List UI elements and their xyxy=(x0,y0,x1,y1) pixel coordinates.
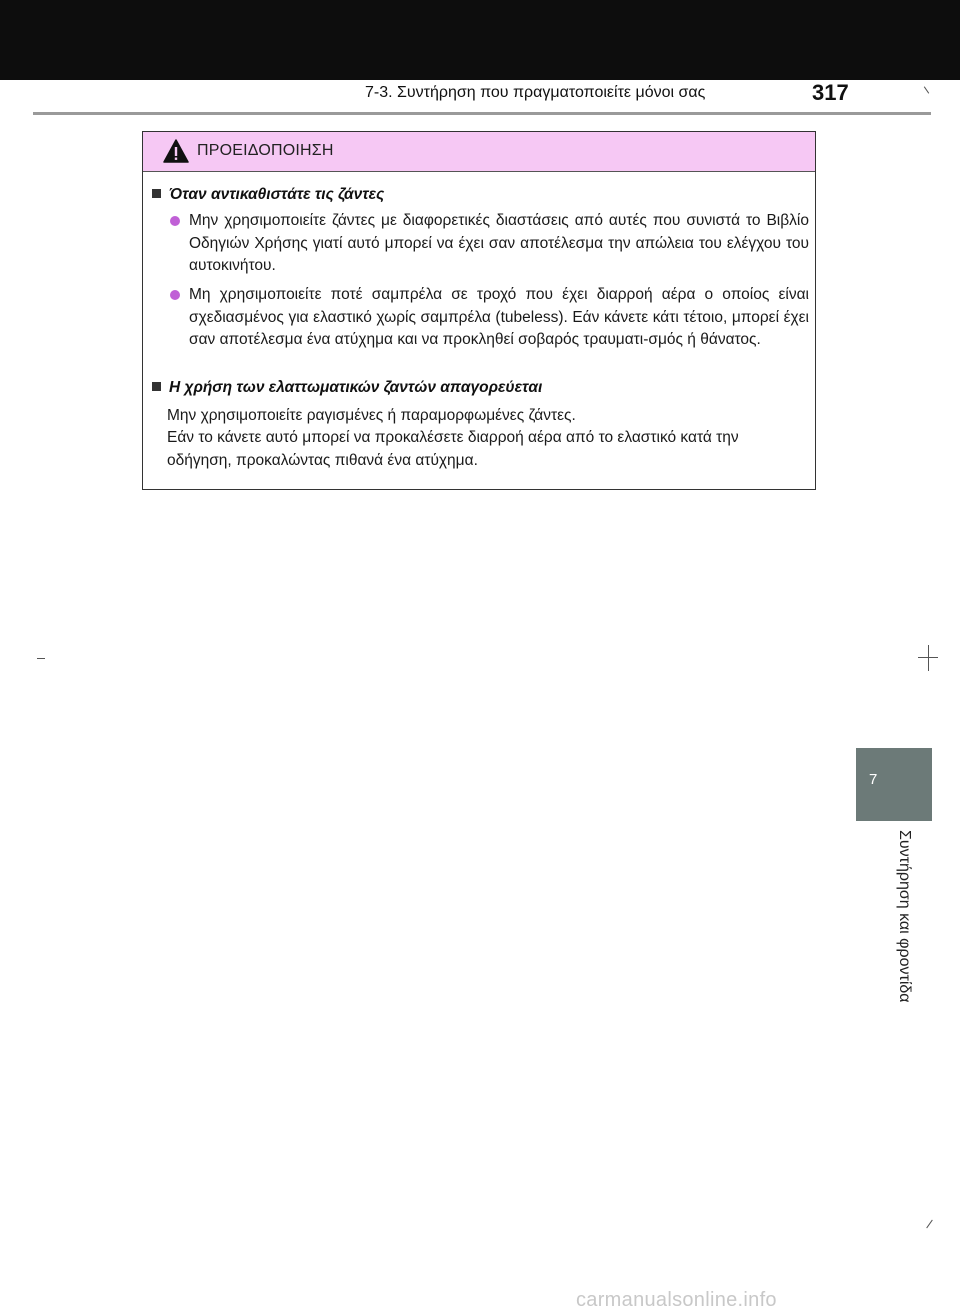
warning-triangle-icon xyxy=(163,139,189,163)
round-bullet-icon xyxy=(170,290,180,300)
watermark: carmanualsonline.info xyxy=(576,1289,777,1311)
round-bullet-icon xyxy=(170,216,180,226)
section-header: 7-3. Συντήρηση που πραγματοποιείτε μόνοι σας xyxy=(365,84,706,101)
warning-box xyxy=(142,131,816,490)
section-heading xyxy=(152,379,542,397)
warning-line: Εάν το κάνετε αυτό μπορεί να προκαλέσετε διαρροή αέρα από το ελαστικό κατά την xyxy=(167,429,739,446)
header-divider xyxy=(33,112,931,115)
section-heading-text: Όταν αντικαθιστάτε τις ζάντες xyxy=(169,186,385,203)
warning-header xyxy=(143,132,815,172)
warning-title: ΠΡΟΕΙΔΟΠΟΙΗΣΗ xyxy=(197,142,334,159)
warning-paragraph: Μη χρησιμοποιείτε ποτέ σαμπρέλα σε τροχό που έχει διαρροή αέρα ο οποίος είναι σχεδιασμένος για ελαστικό χωρίς σαμπρέλα (tubeless). Εάν κάνετε κάτι τέτοιο, μπορεί έχει σαν αποτέλεσμα ένα ατύχημα και να προκληθεί σοβαρός τραυματι-σμός ή θάνατος. xyxy=(189,286,809,348)
chapter-tab xyxy=(856,748,932,821)
square-bullet-icon xyxy=(152,189,161,198)
section-heading xyxy=(152,186,384,204)
chapter-label: Συντήρηση και φροντίδα xyxy=(896,830,913,1003)
crop-mark xyxy=(926,1220,933,1229)
crop-mark xyxy=(924,86,929,93)
warning-paragraph: Μην χρησιμοποιείτε ζάντες με διαφορετικές διαστάσεις από αυτές που συνιστά το Βιβλίο Οδηγιών Χρήσης γιατί αυτό μπορεί να έχει σαν αποτέλεσμα την απώλεια του ελέγχου του αυτοκινήτου. xyxy=(189,212,809,274)
page-number: 317 xyxy=(812,80,849,105)
warning-line: Μην χρησιμοποιείτε ραγισμένες ή παραμορφωμένες ζάντες. xyxy=(167,407,576,424)
chapter-number: 7 xyxy=(869,771,878,788)
warning-line: οδήγηση, προκαλώντας πιθανά ένα ατύχημα. xyxy=(167,452,478,469)
crop-mark xyxy=(928,645,929,671)
square-bullet-icon xyxy=(152,382,161,391)
top-black-band xyxy=(0,0,960,80)
section-heading-text: Η χρήση των ελαττωματικών ζαντών απαγορεύεται xyxy=(169,379,543,396)
crop-mark xyxy=(37,658,45,659)
